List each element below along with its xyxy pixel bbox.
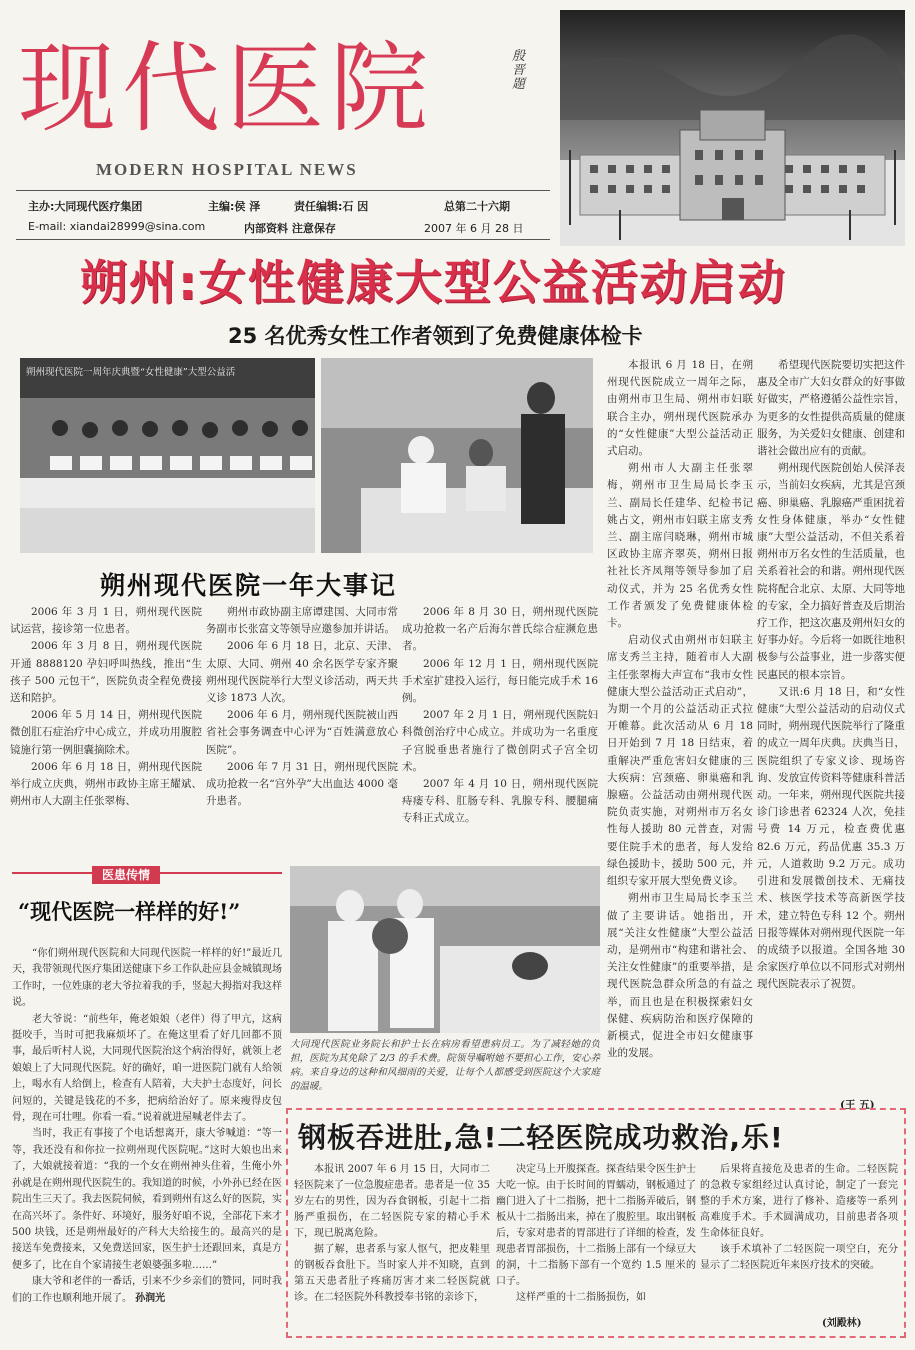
- ward-visit-photo: [290, 866, 600, 1033]
- bottom-story-paragraph: 这样严重的十二指肠损伤，如: [516, 1292, 646, 1303]
- masthead: [12, 8, 554, 248]
- event-item: 2007 年 4 月 10 日，朔州现代医院痔瘘专科、肛肠专科、乳腺专科、腰腿痛专科正式成立。: [402, 778, 598, 825]
- event-item: 朔州市政协副主席谭建国、大同市常务副市长张富文等领导应邀参加并讲话。: [206, 606, 398, 636]
- testimonial-last-line: 康大爷和老伴的一番话，引来不少乡亲们的赞同，同时我们的工作也顺利地开展了。: [12, 1276, 282, 1304]
- email-address: E-mail: xiandai28999@sina.com: [28, 220, 206, 233]
- sub-headline: 25 名优秀女性工作者领到了免费健康体检卡: [228, 324, 643, 348]
- masthead-title: 现代医院: [18, 32, 435, 146]
- bottom-story-paragraph: 据了解，患者系与家人怄气，把皮鞋里的钢板吞食肚下。当时家人并不知晓，直到第五天患者肚子疼痛厉害才来二轻医院就诊。在二轻医院外科教授奉书铭的亲诊下，: [294, 1244, 490, 1303]
- issue-number: 总第二十六期: [444, 200, 510, 213]
- bottom-story-column-1: [294, 1162, 490, 1334]
- events-title: 朔州现代医院一年大事记: [100, 571, 398, 600]
- main-story-column-2: [757, 357, 905, 1097]
- main-story-paragraph: 又讯:6 月 18 日，和“女性健康”大型公益活动的启动仪式同时，朔州现代医院举行了隆重的成立一周年庆典。庆典当日，医院组织了专家义诊、现场咨询、发放宣传资料等健康科普活动。一年来，朔州现代医院共接诊门诊患者 62324 人次，免挂号费 14 万元，检查费优惠 82.6 万元，药品优惠 35.3 万元，人道救助 9.2 万元。成功引进和发展微创技术、无痛技术、核医学技术等高新医学技术，建立特色专科 12 个。朔州日报等媒体对朔州现代医院一年的成绩予以报道。全国各地 30 余家医疗单位以不同形式对朔州现代医院表示了祝贺。: [757, 685, 905, 991]
- bottom-story-title: 钢板吞进肚,急!二轻医院成功救治,乐!: [298, 1121, 784, 1154]
- main-headline: 朔州:女性健康大型公益活动启动: [80, 256, 787, 311]
- main-story-paragraph: 希望现代医院要切实把这件惠及全市广大妇女群众的好事做好做实，严格遵循公益性宗旨，为更多的女性提供高质量的健康服务，为关爱妇女健康、创建和谐社会做出应有的贡献。: [757, 359, 905, 458]
- duty-editor-label: 责任编辑:石 因: [294, 200, 369, 213]
- main-story-column-1: [607, 357, 753, 1119]
- internal-notice: 内部资料 注意保存: [244, 222, 336, 235]
- event-item: 2006 年 6 月 18 日，朔州现代医院举行成立庆典，朔州市政协主席王耀斌、朔州市人大副主任张翠梅、: [10, 760, 202, 808]
- main-story-paragraph: 启动仪式由朔州市妇联主席支秀兰主持，随着市人大副主任张翠梅大声宣布“我市女性健康大型公益活动正式启动”，为期一个月的公益活动正式拉开帷幕。此次活动从 6 月 18 日开始到 7 月 18 日结束，着重解决严重危害妇女健康的三大疾病：宫颈癌、卵巢癌和乳腺癌。公益活动由朔州现代医院负责实施，对朔州市万名女性每人援助 80 元普查，对需要住院手术的患者，每人发给绿色援助卡，援助 500 元，并组织专家开展大型免费义诊。: [607, 634, 753, 888]
- main-story-byline: (王 五): [840, 1099, 875, 1111]
- testimonial-title: “现代医院一样样的好!”: [18, 899, 241, 924]
- bottom-story-column-3: [700, 1162, 898, 1312]
- testimonial-tag: 医患传情: [92, 866, 160, 884]
- bottom-story-paragraph: 本报讯 2007 年 6 月 15 日，大同市二轻医院来了一位急腹症患者。患者是一位 35 岁左右的男性，因为吞食钢板，引起十二指肠严重损伤，在二轻医院专家的精心手术下，现已脱离危险。: [294, 1164, 490, 1239]
- event-item: 2006 年 8 月 30 日，朔州现代医院成功抢救一名产后海尔普氏综合症濒危患者。: [402, 606, 598, 653]
- testimonial-paragraph: “你们朔州现代医院和大同现代医院一样样的好!”最近几天，我带领现代医疗集团送健康下乡工作队赴应县金城镇现场工作时，一位姓康的老大爷拉着我的手，竖起大拇指对我这样说。: [12, 948, 282, 1009]
- testimonial-paragraph: [12, 1274, 282, 1307]
- main-story-paragraph: 本报讯 6 月 18 日，在朔州现代医院成立一周年之际，由朔州市卫生局、朔州市妇联联合主办，朔州现代医院承办的“女性健康”大型公益活动正式启动。: [607, 359, 753, 458]
- issue-date: 2007 年 6 月 28 日: [424, 222, 524, 235]
- hospital-building-photo: [560, 10, 905, 246]
- event-item: 2006 年 6 月 18 日，北京、天津、太原、大同、朔州 40 余名医学专家齐聚朔州现代医院举行大型义诊活动，两天共义诊 1873 人次。: [206, 640, 398, 705]
- health-card-photo: [321, 358, 593, 553]
- testimonial-byline: 孙润光: [135, 1292, 166, 1304]
- bottom-story-paragraph: 后果将直接危及患者的生命。二轻医院的急救专家组经过认真讨论，制定了一套完整的手术方案，进行了修补、造瘘等一系列高难度手术。手术圆满成功，目前患者各项生命体征良好。: [700, 1164, 898, 1239]
- ceremony-photo: [20, 358, 315, 553]
- testimonial-body: [12, 946, 282, 1336]
- events-column-1: [10, 604, 202, 852]
- main-story-paragraph: 朔州现代医院创始人侯泽表示，当前妇女疾病，尤其是宫颈癌、卵巢癌、乳腺癌严重困扰着女性身体健康，举办“女性健康”大型公益活动，不但关系着朔州市万名女性的生活质量，也关系着社会的和谐。朔州现代医院将配合北京、太原、大同等地的专家，全力搞好普查及后期治疗工作，把这次惠及朔州妇女的好事办好。今后将一如既往地积极参与公益事业，进一步落实便民惠民的根本宗旨。: [757, 462, 905, 681]
- bottom-story-paragraph: 该手术填补了二轻医院一项空白，充分显示了二轻医院近年来医疗技术的突破。: [700, 1244, 898, 1271]
- event-item: 2007 年 2 月 1 日，朔州现代医院妇科微创治疗中心成立。并成功为一名重度子宫脱垂患者施行了微创阴式子宫全切术。: [402, 709, 598, 773]
- calligraphy-signature: 殷晋題: [512, 49, 526, 92]
- chief-editor-label: 主编:侯 泽: [208, 200, 261, 213]
- event-item: 2006 年 7 月 31 日，朔州现代医院成功抢救一名“宫外孕”大出血达 4000 毫升患者。: [206, 760, 398, 808]
- event-item: 2006 年 12 月 1 日，朔州现代医院手术室扩建投入运行，每日能完成手术 16 例。: [402, 657, 598, 705]
- testimonial-paragraph: 老大爷说：“前些年，俺老娘娘（老伴）得了甲亢，这病挺咬手，当时可把我麻烦坏了。在俺这里看了好几回都不顶事，最后听村人说，大同现代医院治这个病治得好，就领上老娘娘上了大同现代医院。好的确好，咱一进医院门就有人给领上，喝水有人给倒上，检查有人陪着，大夫护士态度好，问长问短的，关键是钱花的不多，把病给治好了。原来瘦得皮包骨，现在可壮哩。你看一看。”说着就进屋喊老伴去了。: [12, 1013, 282, 1124]
- main-story-paragraph: 朔州市人大副主任张翠梅，朔州市卫生局局长李玉兰、副局长任建华、纪检书记姚占文，朔州市妇联主席支秀兰、副主席闫晓琳，朔州市城区政协主席齐翠英，朔州日报社社长齐凤翔等领导参加了启动仪式，并为 25 名优秀女性工作者颁发了免费健康体检卡。: [607, 462, 753, 630]
- event-item: 2006 年 5 月 14 日，朔州现代医院微创肛石症治疗中心成立，并成功用腹腔镜施行第一例胆囊摘除术。: [10, 709, 202, 756]
- bottom-story-column-2: [496, 1162, 696, 1334]
- photo-banner-text: 朔州现代医院一周年庆典暨“女性健康”大型公益活: [26, 367, 236, 378]
- ward-photo-caption: 大同现代医院业务院长和护士长在病房看望患病员工。为了减轻她的负担，医院为其免除了 2/3 的手术费。院领导嘱咐她不要担心工作，安心养病。来自身边的这种和风细雨的关爱，让每个人都感受到医院这个大家庭的温暖。: [290, 1039, 600, 1092]
- testimonial-paragraph: 当时，我正有事接了个电话想离开，康大爷喊道：“等一等，我还没有和你拉一拉朔州现代医院呢。”这时大娘也出来了，大娘就接着道：“我的一个女在朔州神头住着，生俺小外孙就是在朔州现代医院生的。我知道的时候，小外孙已经在医院出生三天了。我去医院伺候，看到朔州有这么好的医院，实在高兴坏了。条件好、环境好，服务好咱不说，全部花下来才 500 块钱，还是朔州最好的产科大夫给接生的。最高兴的是接送车免费接来，又免费送回家，医生护士还跟回来，真是方便多了，比在自个家请接生老娘婆强多啦……”: [12, 1128, 282, 1271]
- events-column-2: [206, 604, 398, 852]
- main-story-paragraph: 朔州市卫生局局长李玉兰做了主要讲话。她指出，开展“关注女性健康”大型公益活动，是朔州市“构建和谐社会、关注女性健康”的重要举措，是现代医院急群众所急的有益之举，而且也是在积极探索妇女保健、疾病防治和医疗保障的新模式，促进全市妇女健康事业的发展。: [607, 892, 753, 1060]
- sponsor-label: 主办:大同现代医疗集团: [28, 200, 143, 213]
- bottom-story-byline: (刘殿林): [822, 1318, 862, 1329]
- masthead-english: MODERN HOSPITAL NEWS: [96, 160, 358, 179]
- events-column-3: [402, 604, 598, 852]
- event-item: 2006 年 3 月 8 日，朔州现代医院开通 8888120 孕妇呼叫热线，推出“生孩子 500 元包干”，医院负责全程免费接送和陪护。: [10, 640, 202, 705]
- bottom-story-paragraph: 决定马上开腹探查。探查结果令医生护士大吃一惊。由于长时间的胃蠕动，钢板通过了幽门进入了十二指肠，把十二指肠弄破后，钢板从十二指肠出来，掉在了腹腔里。取出钢板后，专家对患者的胃部进行了详细的检查，发现患者胃部损伤，十二指肠上部有一个绿豆大的洞，十二指肠下部有一个宽约 1.5 厘米的口子。: [496, 1164, 696, 1287]
- event-item: 2006 年 3 月 1 日，朔州现代医院试运营，接诊第一位患者。: [10, 606, 202, 636]
- event-item: 2006 年 6 月，朔州现代医院被山西省社会事务调查中心评为“百姓满意放心医院”。: [206, 709, 398, 756]
